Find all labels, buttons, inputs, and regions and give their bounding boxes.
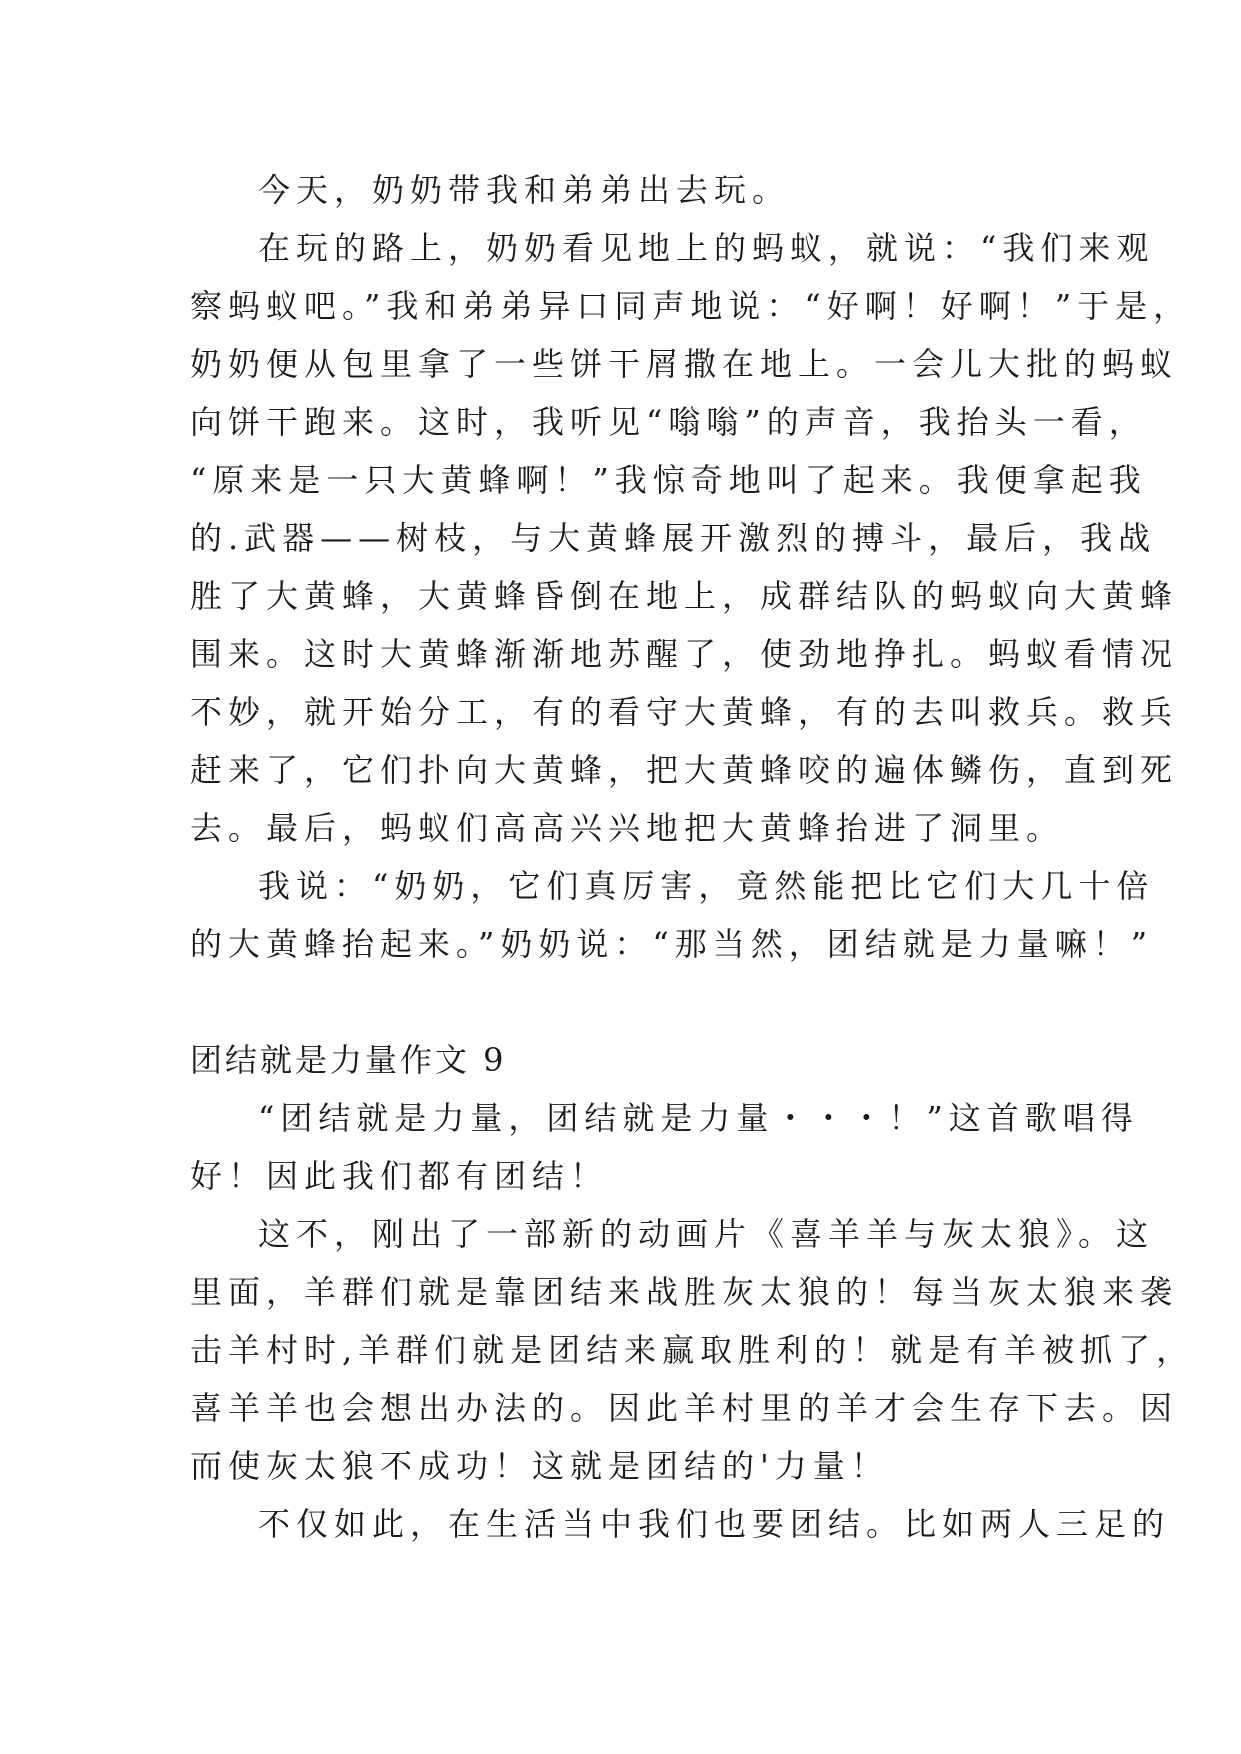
- text-line: 喜羊羊也会想出办法的。因此羊村里的羊才会生存下去。因: [190, 1389, 1179, 1427]
- text-line: 的大黄蜂抬起来。”奶奶说：“那当然，团结就是力量嘛！”: [190, 925, 1154, 963]
- text-line: 向饼干跑来。这时，我听见“嗡嗡”的声音，我抬头一看，: [190, 403, 1147, 441]
- text-line: 今天，奶奶带我和弟弟出去玩。: [258, 171, 791, 209]
- text-line: 在玩的路上，奶奶看见地上的蚂蚁，就说：“我们来观: [258, 229, 1155, 267]
- text-line: 去。最后，蚂蚁们高高兴兴地把大黄蜂抬进了洞里。: [190, 809, 1065, 847]
- text-line: 奶奶便从包里拿了一些饼干屑撒在地上。一会儿大批的蚂蚁: [190, 345, 1179, 383]
- text-line: 击羊村时,羊群们就是团结来赢取胜利的！就是有羊被抓了，: [190, 1331, 1195, 1369]
- text-line: 好！因此我们都有团结！: [190, 1157, 609, 1195]
- text-line: 胜了大黄蜂，大黄蜂昏倒在地上，成群结队的蚂蚁向大黄蜂: [190, 577, 1179, 615]
- text-line: 的.武器——树枝，与大黄蜂展开激烈的搏斗，最后，我战: [190, 519, 1157, 557]
- text-line: 不妙，就开始分工，有的看守大黄蜂，有的去叫救兵。救兵: [190, 693, 1179, 731]
- text-line: 而使灰太狼不成功！这就是团结的'力量！: [190, 1447, 889, 1485]
- text-line: “原来是一只大黄蜂啊！”我惊奇地叫了起来。我便拿起我: [190, 461, 1147, 499]
- text-line: 不仅如此，在生活当中我们也要团结。比如两人三足的: [258, 1505, 1171, 1543]
- text-line: 这不，刚出了一部新的动画片《喜羊羊与灰太狼》。这: [258, 1215, 1155, 1253]
- text-line: 赶来了，它们扑向大黄蜂，把大黄蜂咬的遍体鳞伤，直到死: [190, 751, 1179, 789]
- section-heading: 团结就是力量作文 9: [190, 1041, 507, 1079]
- text-line: 围来。这时大黄蜂渐渐地苏醒了，使劲地挣扎。蚂蚁看情况: [190, 635, 1179, 673]
- text-line: “团结就是力量，团结就是力量・・・！”这首歌唱得: [258, 1099, 1139, 1137]
- text-line: 察蚂蚁吧。”我和弟弟异口同声地说：“好啊！好啊！”于是，: [190, 287, 1192, 325]
- text-line: 里面，羊群们就是靠团结来战胜灰太狼的！每当灰太狼来袭: [190, 1273, 1179, 1311]
- text-line: 我说：“奶奶，它们真厉害，竟然能把比它们大几十倍: [258, 867, 1155, 905]
